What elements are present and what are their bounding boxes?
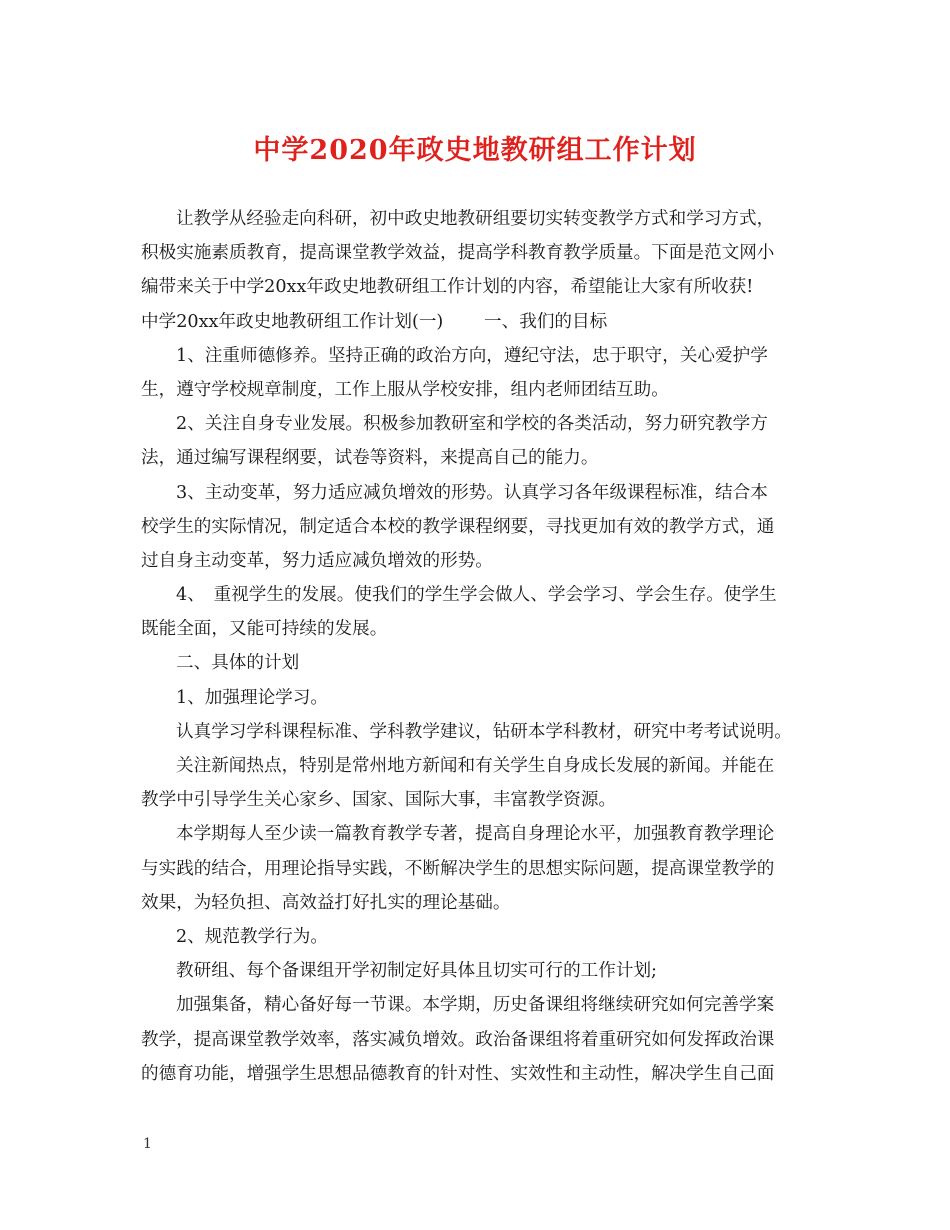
text-line: 编带来关于中学20xx年政史地教研组工作计划的内容，希望能让大家有所收获! xyxy=(141,277,754,298)
text-line: 效果，为轻负担、高效益打好扎实的理论基础。 xyxy=(141,892,511,913)
document-body xyxy=(141,202,816,1091)
text-line: 二、具体的计划 xyxy=(176,653,300,674)
text-line: 教研组、每个备课组开学初制定好具体且切实可行的工作计划; xyxy=(176,961,657,982)
text-line: 与实践的结合，用理论指导实践，不断解决学生的思想实际问题，提高课堂教学的 xyxy=(141,858,775,879)
text-line: 1、注重师德修养。坚持正确的政治方向，遵纪守法，忠于职守，关心爱护学 xyxy=(176,345,768,366)
text-line: 过自身主动变革，努力适应减负增效的形势。 xyxy=(141,550,493,571)
text-line: 让教学从经验走向科研，初中政史地教研组要切实转变教学方式和学习方式， xyxy=(176,209,775,229)
text-line: 关注新闻热点，特别是常州地方新闻和有关学生自身成长发展的新闻。并能在 xyxy=(176,756,775,776)
text-line: 积极实施素质教育，提高课堂教学效益，提高学科教育教学质量。下面是范文网小 xyxy=(141,243,775,264)
document-title: 中学2020年政史地教研组工作计划 xyxy=(253,135,697,166)
text-line: 教学，提高课堂教学效率，落实减负增效。政治备课组将着重研究如何发挥政治课 xyxy=(141,1029,775,1050)
text-line: 认真学习学科课程标准、学科教学建议，钻研本学科教材，研究中考考试说明。 xyxy=(176,721,792,742)
text-line: 4、 重视学生的发展。使我们的学生学会做人、学会学习、学会生存。使学生 xyxy=(176,585,777,606)
text-line: 中学20xx年政史地教研组工作计划(一) 一、我们的目标 xyxy=(141,311,608,332)
text-line: 校学生的实际情况，制定适合本校的教学课程纲要，寻找更加有效的教学方式，通 xyxy=(141,516,775,537)
text-line: 法，通过编写课程纲要，试卷等资料，来提高自己的能力。 xyxy=(141,448,599,469)
text-line: 本学期每人至少读一篇教育教学专著，提高自身理论水平，加强教育教学理论 xyxy=(176,824,775,845)
text-line: 2、关注自身专业发展。积极参加教研室和学校的各类活动，努力研究教学方 xyxy=(176,414,768,435)
text-line: 3、主动变革，努力适应减负增效的形势。认真学习各年级课程标准，结合本 xyxy=(176,482,768,503)
text-line: 生，遵守学校规章制度，工作上服从学校安排，组内老师团结互助。 xyxy=(141,379,669,400)
text-line: 既能全面，又能可持续的发展。 xyxy=(141,619,388,640)
page-number: 1 xyxy=(143,1136,152,1152)
text-line: 1、加强理论学习。 xyxy=(176,687,328,708)
text-line: 2、规范教学行为。 xyxy=(176,926,328,947)
text-line: 的德育功能，增强学生思想品德教育的针对性、实效性和主动性，解决学生自己面 xyxy=(141,1063,775,1084)
text-line: 加强集备，精心备好每一节课。本学期，历史备课组将继续研究如何完善学案 xyxy=(176,995,775,1016)
text-line: 教学中引导学生关心家乡、国家、国际大事，丰富教学资源。 xyxy=(141,790,617,811)
